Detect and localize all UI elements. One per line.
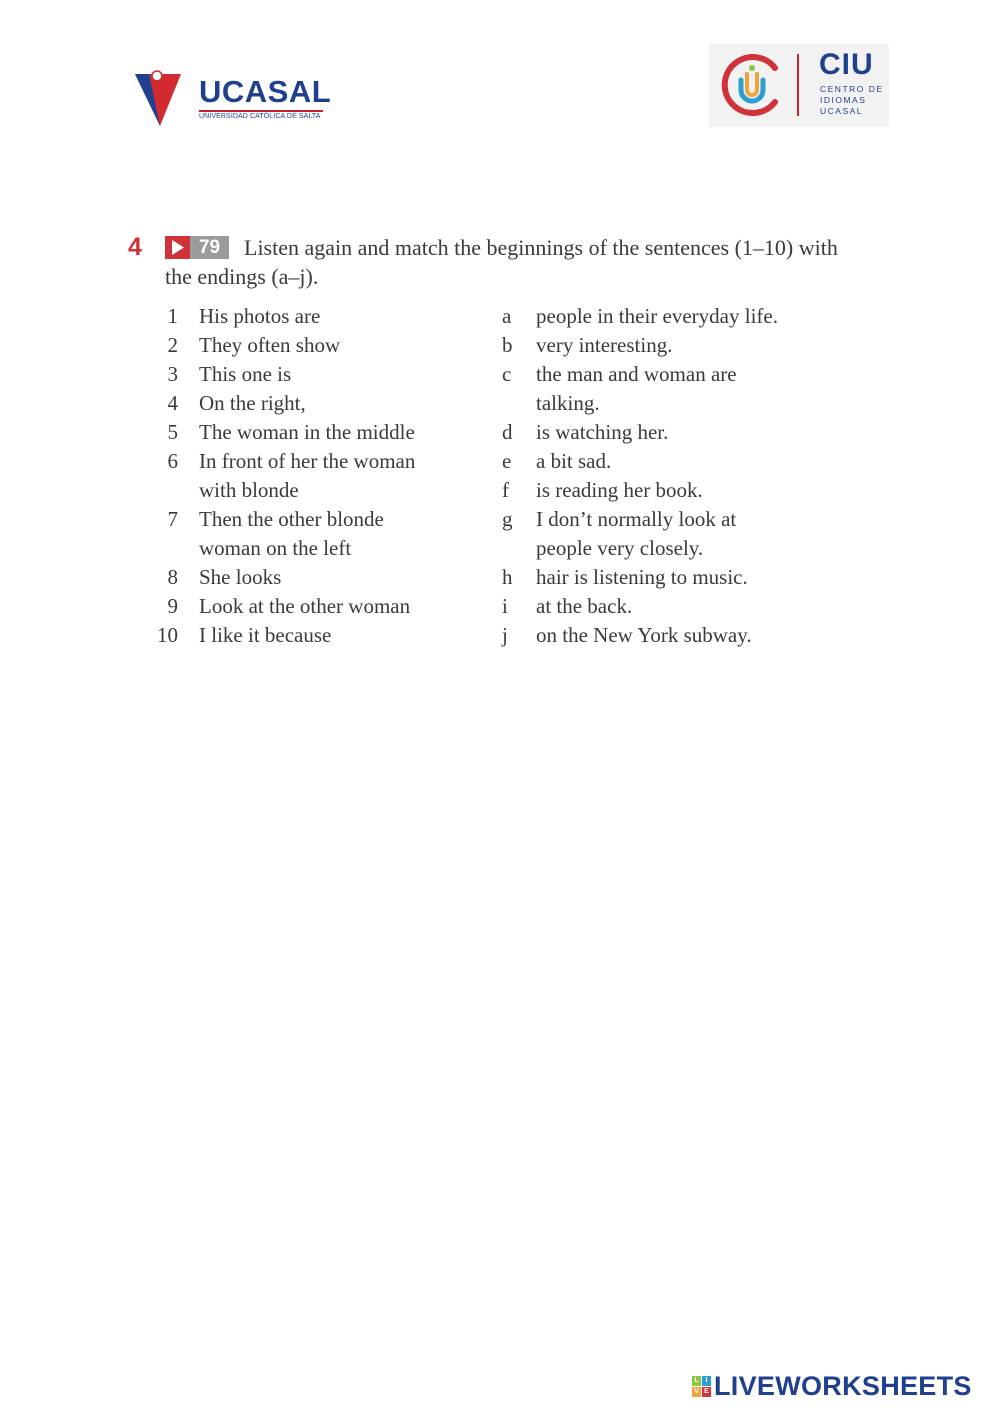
sentence-ending: on the New York subway.: [536, 623, 752, 647]
ciu-subtitle: [820, 84, 886, 117]
sentence-ending: very interesting.: [536, 333, 673, 357]
sentence-ending: hair is listening to music.: [536, 565, 748, 589]
sentence-beginning: I like it because: [199, 623, 332, 647]
track-number: 79: [190, 236, 229, 259]
liveworksheets-squares-icon: [692, 1376, 712, 1398]
lw-square: L: [692, 1376, 701, 1386]
sentence-beginning: She looks: [199, 565, 282, 589]
sentence-beginning: Look at the other woman: [199, 594, 411, 618]
sentence-ending: I don’t normally look at: [536, 507, 737, 531]
ending-letter: i: [502, 594, 508, 618]
ciu-subtitle-line: IDIOMAS: [820, 95, 867, 105]
ciu-name: CIU: [819, 48, 874, 81]
sentence-beginning: This one is: [199, 362, 292, 386]
sentence-beginning: Then the other blonde: [199, 507, 384, 531]
sentence-number: 7: [167, 507, 178, 531]
sentence-number: 8: [167, 565, 178, 589]
ending-letter: d: [502, 420, 513, 444]
ending-letter: b: [502, 333, 513, 357]
ciu-divider: [797, 54, 799, 116]
ending-letter: j: [502, 623, 508, 647]
ending-letter: c: [502, 362, 512, 386]
sentence-ending: people very closely.: [536, 536, 704, 560]
sentence-beginning: with blonde: [199, 478, 299, 502]
sentence-number: 9: [167, 594, 178, 618]
ucasal-logo: [133, 70, 333, 130]
ending-letter: e: [502, 449, 512, 473]
exercise-number: 4: [128, 233, 142, 261]
sentence-beginning: In front of her the woman: [199, 449, 416, 473]
sentence-ending: at the back.: [536, 594, 633, 618]
ucasal-subtitle: UNIVERSIDAD CATÓLICA DE SALTA: [199, 113, 321, 120]
ciu-emblem-icon: [717, 50, 787, 120]
sentence-beginning: They often show: [199, 333, 341, 357]
ciu-subtitle-line: UCASAL: [820, 106, 864, 116]
exercise-instruction: Listen again and match the beginnings of the sentences (1–10) with the endings (a–j).: [165, 235, 838, 289]
liveworksheets-brand: LIVEWORKSHEETS: [714, 1371, 972, 1401]
ending-letter: g: [502, 507, 513, 531]
sentence-beginning: On the right,: [199, 391, 306, 415]
ucasal-shield-icon: [133, 70, 183, 128]
sentence-beginning: His photos are: [199, 304, 321, 328]
sentence-number: 5: [167, 420, 178, 444]
sentence-beginning: woman on the left: [199, 536, 352, 560]
sentence-ending: a bit sad.: [536, 449, 612, 473]
sentence-number: 6: [167, 449, 178, 473]
sentence-ending: people in their everyday life.: [536, 304, 778, 328]
ucasal-rule: [199, 110, 323, 112]
ending-letter: f: [502, 478, 509, 502]
ciu-subtitle-line: CENTRO DE: [820, 84, 884, 94]
ending-letter: h: [502, 565, 513, 589]
lw-square: E: [702, 1387, 711, 1397]
sentence-number: 4: [167, 391, 178, 415]
ending-letter: a: [502, 304, 512, 328]
ucasal-name: UCASAL: [199, 74, 332, 109]
ciu-logo: [709, 44, 889, 127]
sentence-number: 2: [167, 333, 178, 357]
lw-square: I: [702, 1376, 711, 1386]
sentence-ending: is watching her.: [536, 420, 669, 444]
sentence-beginning: The woman in the middle: [199, 420, 415, 444]
sentence-ending: the man and woman are: [536, 362, 737, 386]
sentence-ending: talking.: [536, 391, 600, 415]
sentence-number: 3: [167, 362, 178, 386]
sentence-number: 1: [167, 304, 178, 328]
sentence-number: 10: [157, 623, 178, 647]
lw-square: V: [692, 1387, 701, 1397]
sentence-ending: is reading her book.: [536, 478, 703, 502]
